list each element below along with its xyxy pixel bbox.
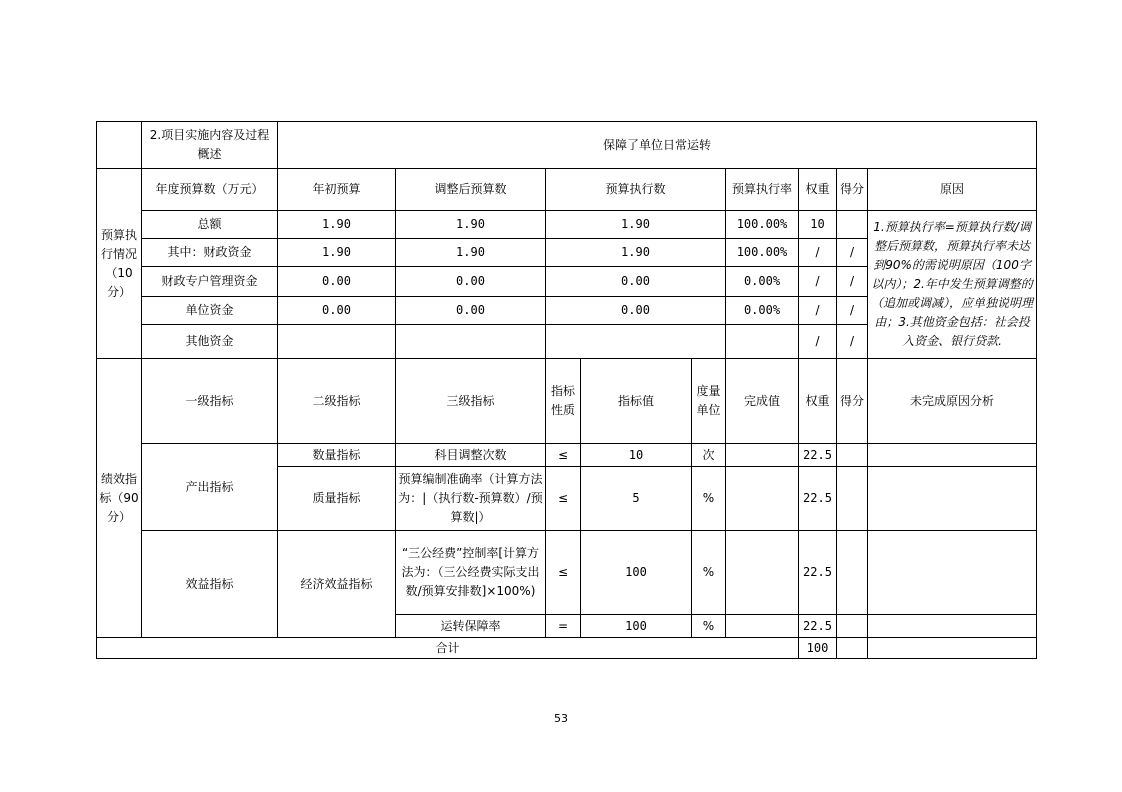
project-row — [97, 122, 1037, 169]
indicator-value: 100 — [581, 615, 692, 638]
budget-initial: 0.00 — [278, 297, 396, 325]
indicator-weight: 22.5 — [799, 467, 837, 531]
empty-cell — [97, 122, 142, 169]
indicator-weight: 22.5 — [799, 444, 837, 467]
budget-adjusted: 1.90 — [396, 239, 546, 267]
total-label: 合计 — [97, 638, 799, 659]
total-row — [97, 638, 1037, 659]
budget-weight: 10 — [799, 211, 837, 239]
project-content-value: 保障了单位日常运转 — [278, 122, 1037, 169]
total-reason — [868, 638, 1037, 659]
performance-section-label: 绩效指标（90分） — [97, 359, 142, 638]
indicator-reason — [868, 531, 1037, 615]
budget-initial — [278, 325, 396, 359]
budget-header-cell: 年度预算数（万元） — [142, 169, 278, 211]
indicator-score — [837, 615, 868, 638]
performance-header-cell: 度量单位 — [692, 359, 726, 444]
budget-executed: 0.00 — [546, 297, 726, 325]
performance-row — [97, 531, 1037, 615]
performance-header-cell: 完成值 — [726, 359, 799, 444]
budget-header-cell: 原因 — [868, 169, 1037, 211]
indicator-value: 100 — [581, 531, 692, 615]
budget-executed — [546, 325, 726, 359]
budget-weight: / — [799, 239, 837, 267]
budget-row — [97, 211, 1037, 239]
performance-header-cell: 指标性质 — [546, 359, 581, 444]
budget-weight: / — [799, 325, 837, 359]
indicator-value: 10 — [581, 444, 692, 467]
level3-indicator: 运转保障率 — [396, 615, 546, 638]
budget-rate: 100.00% — [726, 239, 799, 267]
budget-adjusted: 1.90 — [396, 211, 546, 239]
performance-header-cell: 得分 — [837, 359, 868, 444]
budget-weight: / — [799, 297, 837, 325]
level2-indicator: 质量指标 — [278, 467, 396, 531]
page-number: 53 — [554, 712, 568, 725]
indicator-done — [726, 531, 799, 615]
level3-indicator: 预算编制准确率（计算方法为：|（执行数-预算数）/预算数|） — [396, 467, 546, 531]
level1-indicator: 效益指标 — [142, 531, 278, 638]
indicator-unit: 次 — [692, 444, 726, 467]
indicator-unit: % — [692, 615, 726, 638]
indicator-done — [726, 615, 799, 638]
budget-header-cell: 权重 — [799, 169, 837, 211]
budget-adjusted: 0.00 — [396, 297, 546, 325]
performance-header-cell: 权重 — [799, 359, 837, 444]
total-score — [837, 638, 868, 659]
indicator-nature: ≤ — [546, 467, 581, 531]
budget-row-name: 单位资金 — [142, 297, 278, 325]
budget-executed: 0.00 — [546, 267, 726, 297]
budget-reason-note: 1.预算执行率=预算执行数/调整后预算数，预算执行率未达到90%的需说明原因（100字以内）；2.年中发生预算调整的（追加或调减），应单独说明理由；3.其他资金包括：社会投入资金、银行贷款. — [868, 211, 1037, 359]
indicator-score — [837, 531, 868, 615]
budget-executed: 1.90 — [546, 239, 726, 267]
budget-row-name: 财政专户管理资金 — [142, 267, 278, 297]
indicator-done — [726, 444, 799, 467]
budget-initial: 1.90 — [278, 239, 396, 267]
indicator-nature: ≤ — [546, 531, 581, 615]
performance-header-cell: 指标值 — [581, 359, 692, 444]
indicator-reason — [868, 444, 1037, 467]
indicator-value: 5 — [581, 467, 692, 531]
performance-header-cell: 一级指标 — [142, 359, 278, 444]
indicator-reason — [868, 615, 1037, 638]
indicator-score — [837, 467, 868, 531]
budget-row-name: 其中：财政资金 — [142, 239, 278, 267]
indicator-unit: % — [692, 467, 726, 531]
budget-row-name: 其他资金 — [142, 325, 278, 359]
level3-indicator: 科目调整次数 — [396, 444, 546, 467]
level3-indicator: “三公经费”控制率[计算方法为：（三公经费实际支出数/预算安排数]×100%) — [396, 531, 546, 615]
performance-header-cell: 二级指标 — [278, 359, 396, 444]
budget-header-cell: 预算执行数 — [546, 169, 726, 211]
budget-score: / — [837, 297, 868, 325]
indicator-nature: ≤ — [546, 444, 581, 467]
indicator-nature: = — [546, 615, 581, 638]
indicator-weight: 22.5 — [799, 531, 837, 615]
budget-header-cell: 预算执行率 — [726, 169, 799, 211]
indicator-score — [837, 444, 868, 467]
budget-row-name: 总额 — [142, 211, 278, 239]
total-weight: 100 — [799, 638, 837, 659]
performance-header-row — [97, 359, 1037, 444]
performance-row — [97, 444, 1037, 467]
budget-rate — [726, 325, 799, 359]
budget-weight: / — [799, 267, 837, 297]
budget-rate: 0.00% — [726, 267, 799, 297]
budget-header-cell: 调整后预算数 — [396, 169, 546, 211]
budget-header-cell: 年初预算 — [278, 169, 396, 211]
budget-header-row — [97, 169, 1037, 211]
budget-score: / — [837, 239, 868, 267]
budget-header-cell: 得分 — [837, 169, 868, 211]
budget-section-label: 预算执行情况（10分） — [97, 169, 142, 359]
level2-indicator: 经济效益指标 — [278, 531, 396, 638]
budget-initial: 0.00 — [278, 267, 396, 297]
performance-evaluation-table — [96, 121, 1037, 659]
budget-initial: 1.90 — [278, 211, 396, 239]
budget-score: / — [837, 325, 868, 359]
budget-rate: 100.00% — [726, 211, 799, 239]
budget-adjusted: 0.00 — [396, 267, 546, 297]
budget-executed: 1.90 — [546, 211, 726, 239]
level2-indicator: 数量指标 — [278, 444, 396, 467]
budget-score — [837, 211, 868, 239]
project-content-label: 2.项目实施内容及过程概述 — [142, 122, 278, 169]
indicator-unit: % — [692, 531, 726, 615]
performance-header-cell: 三级指标 — [396, 359, 546, 444]
budget-score: / — [837, 267, 868, 297]
performance-header-cell: 未完成原因分析 — [868, 359, 1037, 444]
budget-rate: 0.00% — [726, 297, 799, 325]
budget-adjusted — [396, 325, 546, 359]
level1-indicator: 产出指标 — [142, 444, 278, 531]
indicator-done — [726, 467, 799, 531]
indicator-reason — [868, 467, 1037, 531]
indicator-weight: 22.5 — [799, 615, 837, 638]
